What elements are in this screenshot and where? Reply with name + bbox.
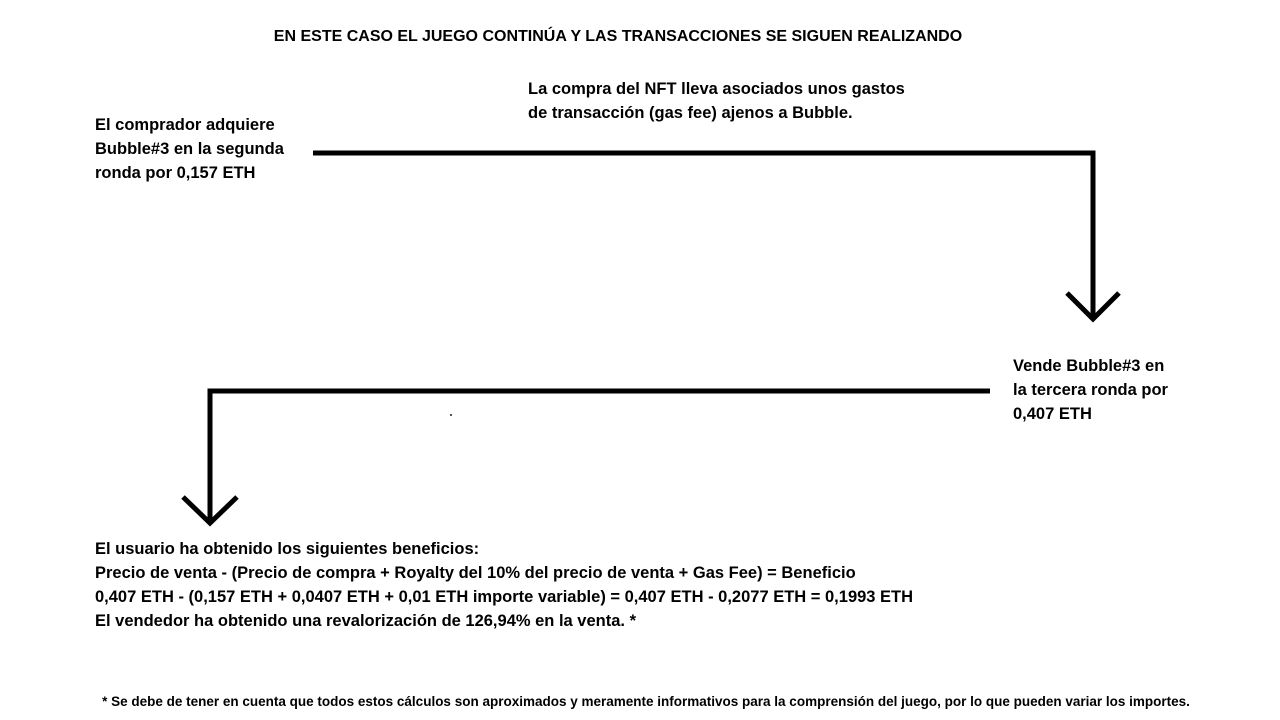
sell-line: la tercera ronda por: [1013, 381, 1168, 399]
arrow-buyer-to-sell: [313, 153, 1119, 319]
buyer-line: El comprador adquiere: [95, 116, 275, 134]
arrow-sell-to-result: [183, 391, 990, 523]
footnote: * Se debe de tener en cuenta que todos estos cálculos son aproximados y meramente informativos para la comprensión del juego, por lo que pueden variar los importes.: [102, 694, 1190, 709]
buyer-line: Bubble#3 en la segunda: [95, 140, 284, 158]
result-line: 0,407 ETH - (0,157 ETH + 0,0407 ETH + 0,01 ETH importe variable) = 0,407 ETH - 0,2077 ETH = 0,1993 ETH: [95, 588, 914, 606]
buyer-purchase-text: [95, 113, 284, 185]
gas-note-line: La compra del NFT lleva asociados unos gastos: [528, 80, 905, 98]
result-line: El vendedor ha obtenido una revalorización de 126,94% en la venta. *: [95, 612, 637, 630]
gas-fee-note: [528, 77, 905, 125]
page-title: EN ESTE CASO EL JUEGO CONTINÚA Y LAS TRANSACCIONES SE SIGUEN REALIZANDO: [273, 28, 963, 45]
stray-dot: [450, 414, 452, 416]
sell-text: [1013, 354, 1168, 426]
buyer-line: ronda por 0,157 ETH: [95, 164, 256, 182]
profit-result-text: [95, 537, 913, 633]
result-line: Precio de venta - (Precio de compra + Royalty del 10% del precio de venta + Gas Fee) = Beneficio: [95, 564, 856, 582]
result-line: El usuario ha obtenido los siguientes beneficios:: [95, 540, 480, 558]
sell-line: 0,407 ETH: [1013, 405, 1092, 423]
sell-line: Vende Bubble#3 en: [1013, 357, 1165, 375]
gas-note-line: de transacción (gas fee) ajenos a Bubble.: [528, 104, 853, 122]
